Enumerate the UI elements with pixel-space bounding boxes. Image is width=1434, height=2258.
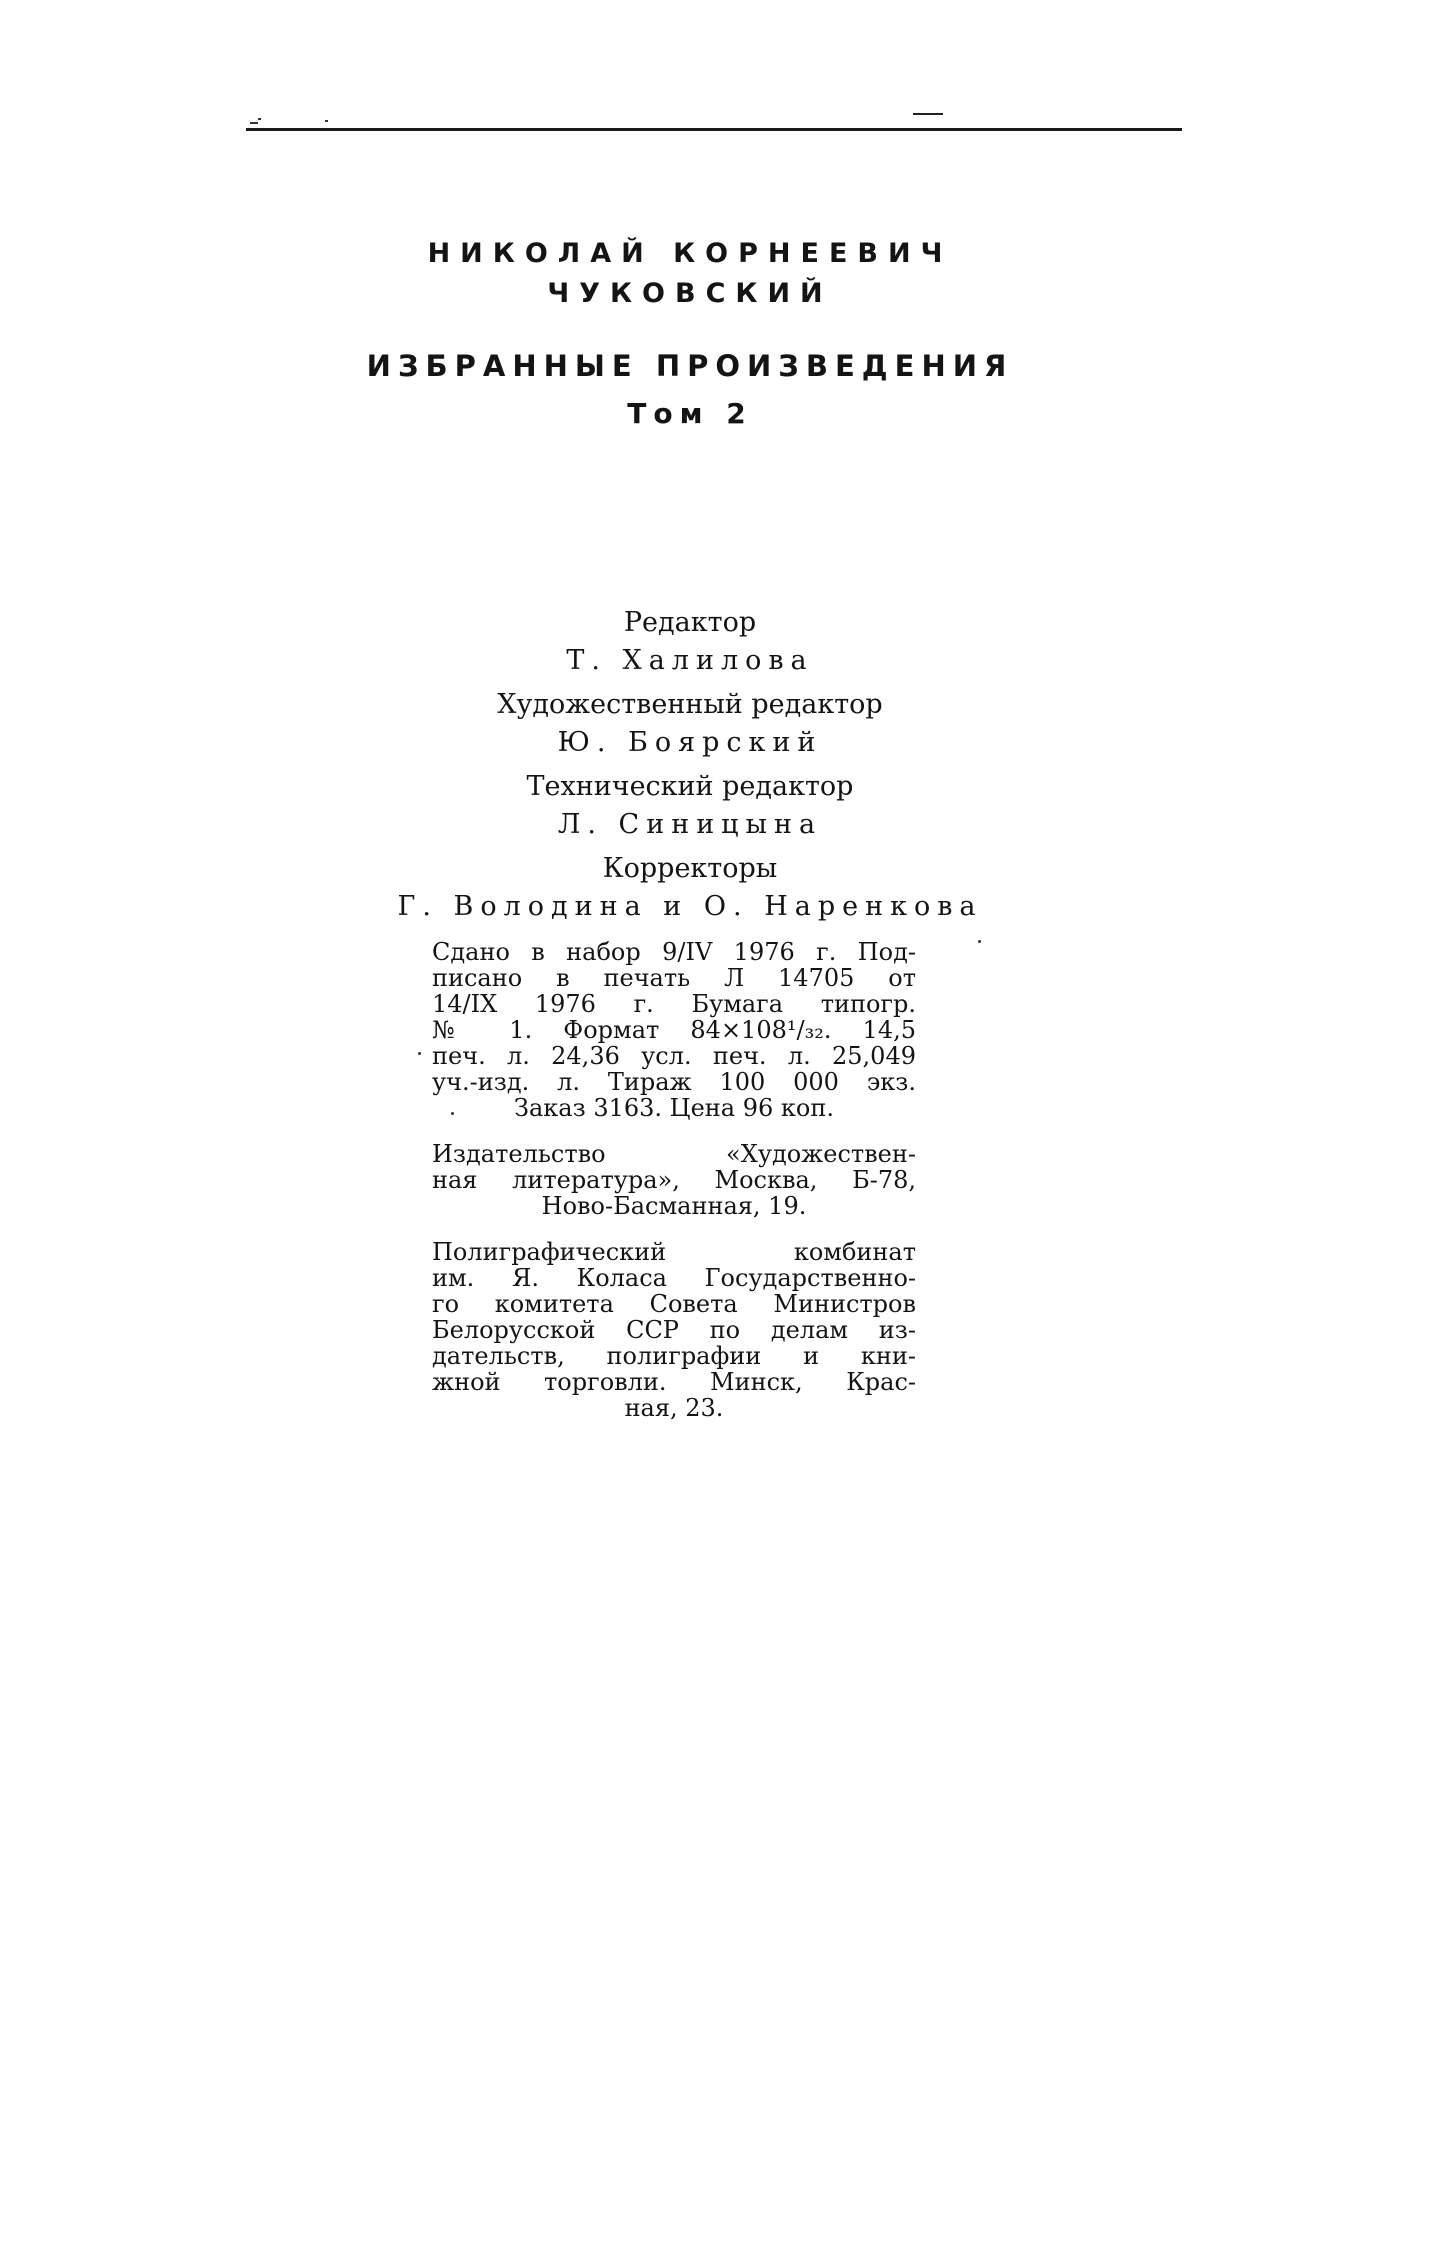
imprint-line: Ново-Басманная, 19. bbox=[541, 1192, 807, 1220]
imprint-line: го комитета Совета Министров bbox=[432, 1290, 916, 1318]
publisher-paragraph bbox=[432, 1141, 916, 1219]
print-speck bbox=[451, 1112, 454, 1115]
imprint-line: № 1. Формат 84×108¹/₃₂. 14,5 bbox=[432, 1016, 916, 1044]
credit-proofreaders bbox=[330, 850, 1050, 926]
imprint-line: Издательство «Художествен- bbox=[432, 1140, 916, 1168]
printer-paragraph bbox=[432, 1239, 916, 1421]
top-speck-mark bbox=[250, 122, 258, 124]
credit-person: Г. Володина и О. Наренкова bbox=[397, 891, 983, 922]
print-speck bbox=[418, 1052, 421, 1055]
author-name-first: НИКОЛАЙ КОРНЕЕВИЧ bbox=[427, 238, 953, 269]
top-rule bbox=[246, 128, 1182, 131]
credit-role: Художественный редактор bbox=[497, 689, 883, 720]
imprint-line: дательств, полиграфии и кни- bbox=[432, 1342, 916, 1370]
imprint-line: печ. л. 24,36 усл. печ. л. 25,049 bbox=[432, 1042, 916, 1070]
credit-technical-editor bbox=[330, 768, 1050, 844]
imprint-line: ная, 23. bbox=[624, 1394, 724, 1422]
print-details-paragraph bbox=[432, 939, 916, 1121]
credit-role: Корректоры bbox=[602, 853, 778, 884]
top-speck-mark bbox=[258, 118, 261, 120]
credit-person: Л. Синицына bbox=[557, 809, 823, 840]
volume-label: Том 2 bbox=[627, 397, 753, 430]
imprint-line: 14/IX 1976 г. Бумага типогр. bbox=[432, 990, 916, 1018]
imprint-line: Полиграфический комбинат bbox=[432, 1238, 916, 1266]
imprint-line: жной торговли. Минск, Крас- bbox=[432, 1368, 916, 1396]
credit-role: Редактор bbox=[623, 607, 757, 638]
imprint-line: уч.-изд. л. Тираж 100 000 экз. bbox=[432, 1068, 916, 1096]
credit-art-editor bbox=[330, 686, 1050, 762]
print-speck bbox=[978, 940, 981, 943]
imprint-line: Белорусской ССР по делам из- bbox=[432, 1316, 916, 1344]
imprint-line: писано в печать Л 14705 от bbox=[432, 964, 916, 992]
imprint-section bbox=[432, 939, 916, 1441]
credits-section bbox=[330, 604, 1050, 932]
credit-editor bbox=[330, 604, 1050, 680]
author-name-last: ЧУКОВСКИЙ bbox=[547, 278, 833, 309]
imprint-line: ная литература», Москва, Б-78, bbox=[432, 1166, 916, 1194]
credit-person: Ю. Боярский bbox=[557, 727, 823, 758]
credit-role: Технический редактор bbox=[526, 771, 854, 802]
credit-person: Т. Халилова bbox=[566, 645, 814, 676]
imprint-line: Сдано в набор 9/IV 1976 г. Под- bbox=[432, 938, 916, 966]
imprint-line: им. Я. Коласа Государственно- bbox=[432, 1264, 916, 1292]
title-block bbox=[300, 234, 1080, 434]
top-dash-mark bbox=[913, 113, 943, 115]
top-speck-mark bbox=[325, 120, 328, 122]
book-title: ИЗБРАННЫЕ ПРОИЗВЕДЕНИЯ bbox=[366, 349, 1014, 383]
imprint-line: Заказ 3163. Цена 96 коп. bbox=[514, 1094, 834, 1122]
